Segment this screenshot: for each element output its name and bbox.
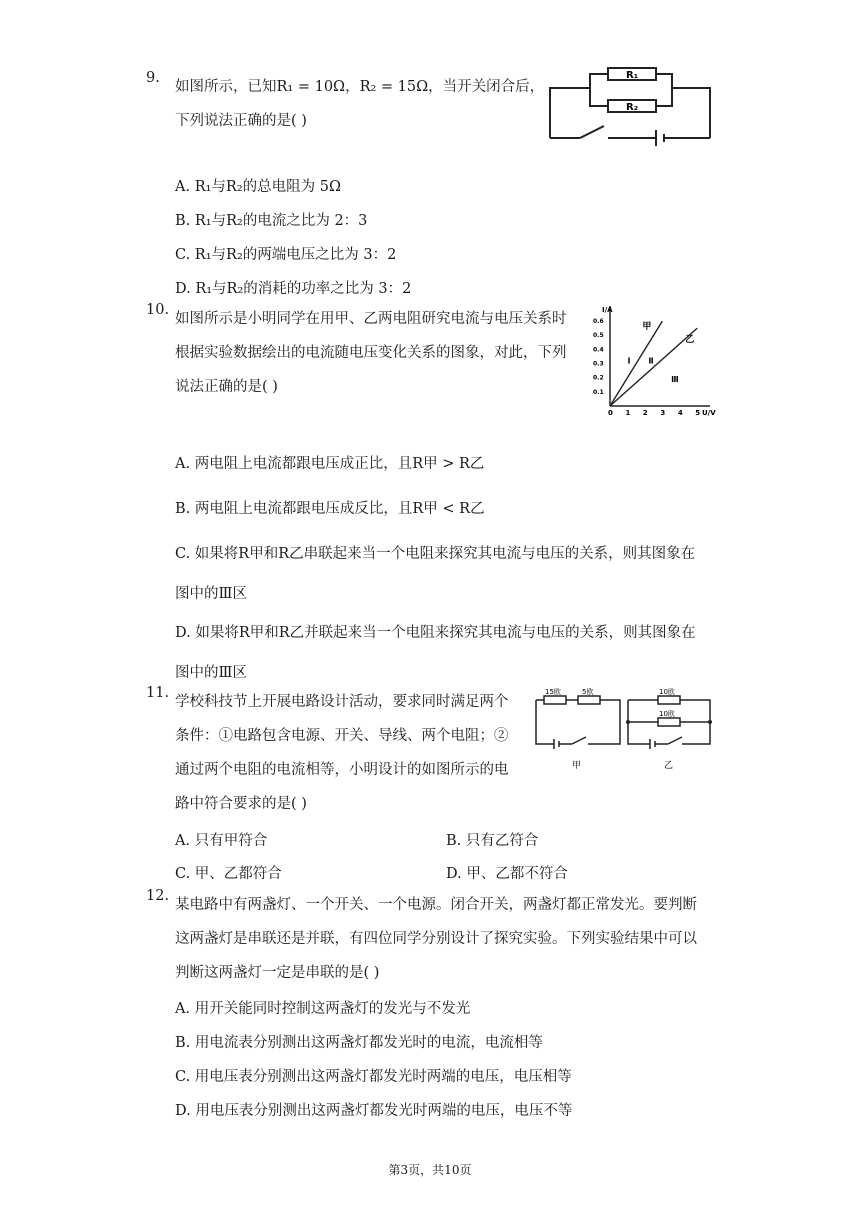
question-stem xyxy=(175,302,590,404)
region-label: Ⅰ xyxy=(627,356,631,366)
stem-line: 学校科技节上开展电路设计活动，要求同时满足两个 xyxy=(175,694,509,710)
x-tick-label: 5 xyxy=(695,409,701,417)
option-d[interactable]: D. R₁与R₂的消耗的功率之比为 3：2 xyxy=(175,281,412,297)
option-d[interactable]: D. 甲、乙都不符合 xyxy=(446,866,568,882)
x-tick-label: 0 xyxy=(608,409,613,417)
question-number: 12. xyxy=(146,888,170,904)
stem-line: 路中符合要求的是( ) xyxy=(175,796,307,812)
option-c-continued: 图中的Ⅲ区 xyxy=(175,586,247,602)
stem-line: 说法正确的是( ) xyxy=(175,379,278,395)
r2-label: R₂ xyxy=(626,102,639,113)
question-11 xyxy=(146,685,530,821)
left-caption: 甲 xyxy=(572,761,582,771)
stem-line: 判断这两盏灯一定是串联的是( ) xyxy=(175,965,380,981)
y-tick-label: 0.3 xyxy=(593,360,604,368)
left-r1-label: 15欧 xyxy=(545,688,561,696)
y-tick-label: 0.5 xyxy=(593,332,604,340)
stem-line: 某电路中有两盏灯、一个开关、一个电源。闭合开关，两盏灯都正常发光。要判断 xyxy=(175,897,697,913)
question-12 xyxy=(146,888,730,990)
stem-line: 条件：①电路包含电源、开关、导线、两个电阻；② xyxy=(175,728,509,744)
region-label: Ⅱ xyxy=(648,356,654,366)
question-stem xyxy=(175,888,730,990)
x-tick-label: 3 xyxy=(660,409,666,417)
current-voltage-chart xyxy=(592,300,718,418)
question-number: 9. xyxy=(146,70,160,86)
option-b[interactable]: B. 用电流表分别测出这两盏灯都发光时的电流，电流相等 xyxy=(175,1035,543,1051)
question-number: 10. xyxy=(146,302,170,318)
stem-line: 根据实验数据绘出的电流随电压变化关系的图象，对此，下列 xyxy=(175,345,567,361)
option-c[interactable]: C. 如果将R甲和R乙串联起来当一个电阻来探究其电流与电压的关系，则其图象在 xyxy=(175,546,696,562)
question-10 xyxy=(146,302,590,404)
option-b[interactable]: B. 只有乙符合 xyxy=(446,833,539,849)
x-tick-label: 1 xyxy=(625,409,631,417)
y-tick-label: 0.6 xyxy=(593,318,604,326)
option-d-continued: 图中的Ⅲ区 xyxy=(175,665,247,681)
question-number: 11. xyxy=(146,685,170,701)
stem-line: 如图所示是小明同学在用甲、乙两电阻研究电流与电压关系时 xyxy=(175,311,567,327)
right-r2-label: 10欧 xyxy=(659,710,675,718)
right-caption: 乙 xyxy=(664,761,674,771)
stem-line: 通过两个电阻的电流相等，小明设计的如图所示的电 xyxy=(175,762,509,778)
y-tick-label: 0.2 xyxy=(593,374,604,382)
option-d[interactable]: D. 如果将R甲和R乙并联起来当一个电阻来探究其电流与电压的关系，则其图象在 xyxy=(175,625,696,641)
stem-line: 这两盏灯是串联还是并联，有四位同学分别设计了探究实验。下列实验结果中可以 xyxy=(175,931,697,947)
left-r2-label: 5欧 xyxy=(582,688,594,696)
stem-line: 如图所示，已知R₁ = 10Ω，R₂ = 15Ω，当开关闭合后， xyxy=(175,79,545,95)
question-stem xyxy=(175,685,530,821)
x-tick-label: 2 xyxy=(642,409,648,417)
page-footer: 第3页，共10页 xyxy=(388,1163,472,1177)
option-c[interactable]: C. 甲、乙都符合 xyxy=(175,866,282,882)
y-tick-label: 0.4 xyxy=(593,346,604,354)
option-b[interactable]: B. 两电阻上电流都跟电压成反比，且R甲 < R乙 xyxy=(175,501,485,517)
option-a[interactable]: A. 只有甲符合 xyxy=(175,833,268,849)
q11-circuit-figures xyxy=(532,684,716,772)
x-axis-label: U/V xyxy=(702,409,716,417)
r1-label: R₁ xyxy=(626,70,639,81)
option-c[interactable]: C. 用电压表分别测出这两盏灯都发光时两端的电压，电压相等 xyxy=(175,1069,572,1085)
option-b[interactable]: B. R₁与R₂的电流之比为 2：3 xyxy=(175,213,368,229)
right-r1-label: 10欧 xyxy=(659,688,675,696)
option-c[interactable]: C. R₁与R₂的两端电压之比为 3：2 xyxy=(175,247,397,263)
option-a[interactable]: A. 用开关能同时控制这两盏灯的发光与不发光 xyxy=(175,1001,471,1017)
stem-line: 下列说法正确的是( ) xyxy=(175,113,307,129)
y-axis-label: I/A xyxy=(602,306,613,314)
series-line-2 xyxy=(610,328,697,406)
series-label-2: 乙 xyxy=(685,335,695,346)
x-tick-label: 4 xyxy=(677,409,683,417)
y-tick-label: 0.1 xyxy=(593,388,604,396)
region-label: Ⅲ xyxy=(671,374,679,384)
series-label-1: 甲 xyxy=(642,322,652,333)
q9-circuit-figure xyxy=(548,66,714,146)
option-d[interactable]: D. 用电压表分别测出这两盏灯都发光时两端的电压，电压不等 xyxy=(175,1103,573,1119)
series-line-1 xyxy=(610,321,662,406)
option-a[interactable]: A. 两电阻上电流都跟电压成正比，且R甲 > R乙 xyxy=(175,456,485,472)
option-a[interactable]: A. R₁与R₂的总电阻为 5Ω xyxy=(175,179,342,195)
